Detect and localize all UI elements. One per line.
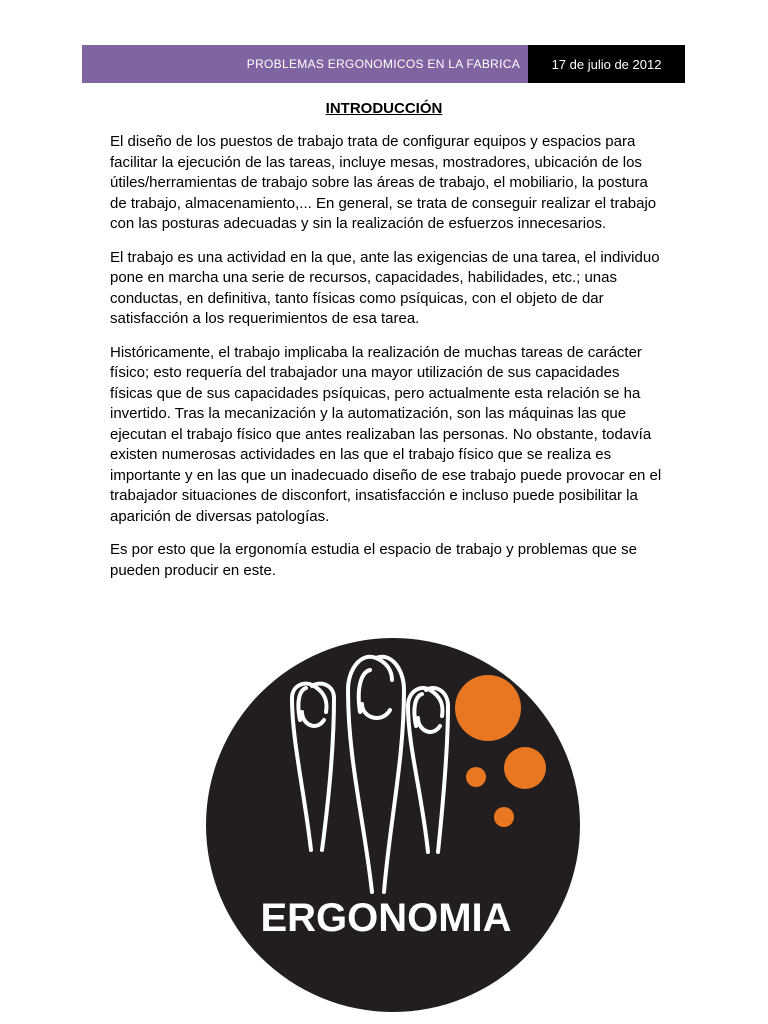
paragraph: Históricamente, el trabajo implicaba la realización de muchas tareas de carácter físico; esto requería del trabajador una mayor utilización de sus capacidades físicas que de sus capacidades psíquicas, pero actualmente esta relación se ha invertido. Tras la mecanización y la automatización, son las máquinas las que ejecutan el trabajo físico que antes realizaban las personas. No obstante, todavía existen numerosas actividades en las que el trabajo físico que se realiza es importante y en las que un inadecuado diseño de ese trabajo puede provocar en el trabajador situaciones de disconfort, insatisfacción e incluso puede posibilitar la aparición de diversas patologías.	[110, 343, 662, 525]
section-heading: INTRODUCCIÓN	[325, 100, 443, 117]
logo-text: ERGONOMIA	[260, 896, 512, 940]
logo-dot	[494, 807, 514, 827]
paragraph: El diseño de los puestos de trabajo trata de configurar equipos y espacios para facilitar la ejecución de las tareas, incluye mesas, mostradores, ubicación de los útiles/herramientas de trabajo sobre las áreas de trabajo, el mobiliario, la postura de trabajo, almacenamiento,... En general, se trata de conseguir realizar el trabajo con las posturas adecuadas y sin la realización de esfuerzos innecesarios.	[110, 133, 657, 232]
paragraph: El trabajo es una actividad en la que, ante las exigencias de una tarea, el individuo pone en marcha una serie de recursos, capacidades, habilidades, etc.; unas conductas, en definitiva, tanto físicas como psíquicas, con el objeto de dar satisfacción a los requerimientos de esa tarea.	[110, 248, 660, 327]
header-title: PROBLEMAS ERGONOMICOS EN LA FABRICA	[82, 45, 528, 83]
page-header	[82, 45, 685, 83]
logo-dot	[455, 675, 521, 741]
logo-dot	[504, 747, 546, 789]
header-date: 17 de julio de 2012	[528, 45, 685, 83]
logo-dot	[466, 767, 486, 787]
paragraph: Es por esto que la ergonomía estudia el espacio de trabajo y problemas que se pueden producir en este.	[110, 541, 637, 579]
body-text	[110, 132, 666, 594]
ergonomia-logo	[206, 620, 580, 1024]
